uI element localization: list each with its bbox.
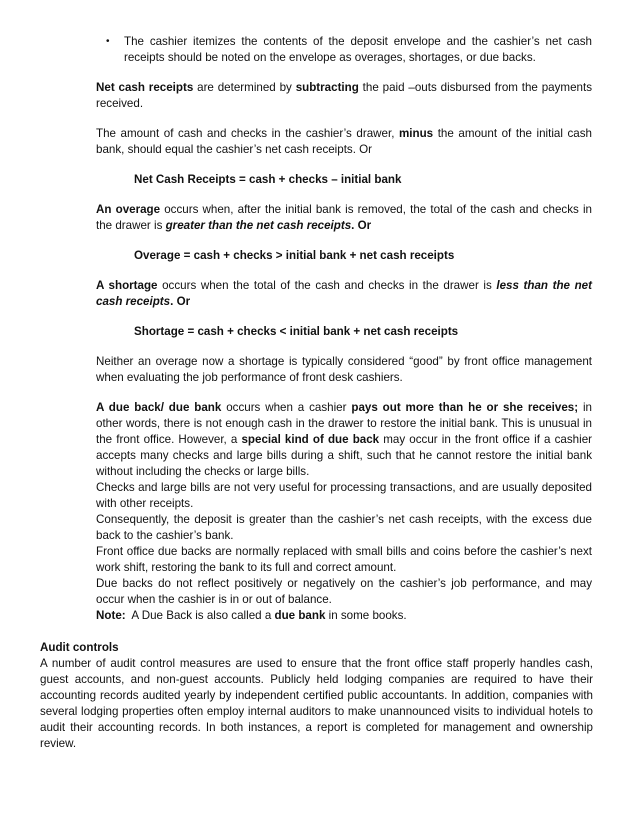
paragraph-consequently: Consequently, the deposit is greater than the cashier’s net cash receipts, with the excess due back to the cashier’s bank. bbox=[96, 513, 592, 542]
text-span: the paid –outs disbursed from the payments received. bbox=[96, 81, 592, 110]
term-net-cash-receipts: Net cash receipts bbox=[96, 81, 194, 94]
bullet-text: The cashier itemizes the contents of the deposit envelope and the cashier’s net cash receipts should be noted on the envelope as overages, shortages, or due backs. bbox=[124, 35, 592, 64]
text-span: occurs when, after the initial bank is removed, the total of the cash and checks in the drawer is bbox=[96, 203, 592, 232]
paragraph-front-office: Front office due backs are normally replaced with small bills and coins before the cashier’s next work shift, restoring the bank to its full and correct amount. bbox=[96, 545, 592, 574]
paragraph-checks: Checks and large bills are not very useful for processing transactions, and are usually deposited with other receipts. bbox=[96, 481, 592, 510]
paragraph-reflect: Due backs do not reflect positively or negatively on the cashier’s job performance, and may occur when the cashier is in or out of balance. bbox=[96, 577, 592, 606]
formula-overage: Overage = cash + checks > initial bank + net cash receipts bbox=[134, 249, 455, 262]
audit-section bbox=[40, 640, 593, 752]
keyword-due-bank: due bank bbox=[274, 609, 326, 622]
keyword-special-due-back: special kind of due back bbox=[241, 433, 380, 446]
bullet-dot-icon: • bbox=[106, 36, 110, 47]
keyword-less-than: less than the net cash receipts bbox=[96, 279, 592, 308]
keyword-minus: minus bbox=[398, 127, 434, 140]
text-span: A Due Back is also called a bbox=[125, 609, 275, 622]
text-span: in other words, there is not enough cash in the drawer to restore the initial bank. This is unusual in the front office. However, a bbox=[96, 401, 592, 446]
text-span: in some books. bbox=[325, 609, 407, 622]
text-span: occurs when the total of the cash and checks in the drawer is bbox=[157, 279, 497, 292]
term-overage: An overage bbox=[96, 203, 161, 216]
paragraph-note bbox=[96, 608, 592, 624]
text-span: The amount of cash and checks in the cashier’s drawer, bbox=[96, 127, 399, 140]
paragraph-due-back bbox=[96, 400, 592, 480]
paragraph-net-cash-receipts bbox=[96, 80, 592, 112]
term-shortage: A shortage bbox=[96, 279, 158, 292]
formula-shortage: Shortage = cash + checks < initial bank + net cash receipts bbox=[134, 325, 459, 338]
keyword-greater-than: greater than the net cash receipts bbox=[165, 219, 352, 232]
text-span: the amount of the initial cash bank, should equal the cashier’s net cash receipts. Or bbox=[96, 127, 592, 156]
text-span: may occur in the front office if a cashier accepts many checks and large bills during a shift, such that he cannot restore the initial bank without including the checks or large bills. bbox=[96, 433, 593, 478]
text-span: occurs when a cashier bbox=[221, 401, 352, 414]
paragraph-overage bbox=[96, 202, 592, 234]
note-label: Note: bbox=[96, 609, 126, 622]
paragraph-shortage bbox=[96, 278, 592, 310]
section-heading-audit-controls: Audit controls bbox=[40, 641, 119, 654]
paragraph-neither: Neither an overage now a shortage is typically considered “good” by front office management when evaluating the job performance of front desk cashiers. bbox=[96, 355, 592, 384]
keyword-subtracting: subtracting bbox=[295, 81, 359, 94]
paragraph-audit-body: A number of audit control measures are used to ensure that the front office staff properly handles cash, guest accounts, and non-guest accounts. Publicly held lodging companies are required to have their accounting records audited yearly by independent certified public accountants. In addition, companies with several lodging properties often employ internal auditors to make unannounced visits to individual hotels to audit their accounting records. In both instances, a report is completed for management and ownership review. bbox=[40, 657, 593, 750]
keyword-pays-out: pays out more than he or she receives; bbox=[351, 401, 579, 414]
bullet-item bbox=[106, 34, 592, 66]
text-span: . Or bbox=[351, 219, 372, 232]
term-due-back: A due back/ due bank bbox=[96, 401, 222, 414]
text-span: are determined by bbox=[193, 81, 296, 94]
paragraph-amount bbox=[96, 126, 592, 158]
text-span: . Or bbox=[170, 295, 191, 308]
formula-net-cash-receipts: Net Cash Receipts = cash + checks – initial bank bbox=[134, 173, 402, 186]
